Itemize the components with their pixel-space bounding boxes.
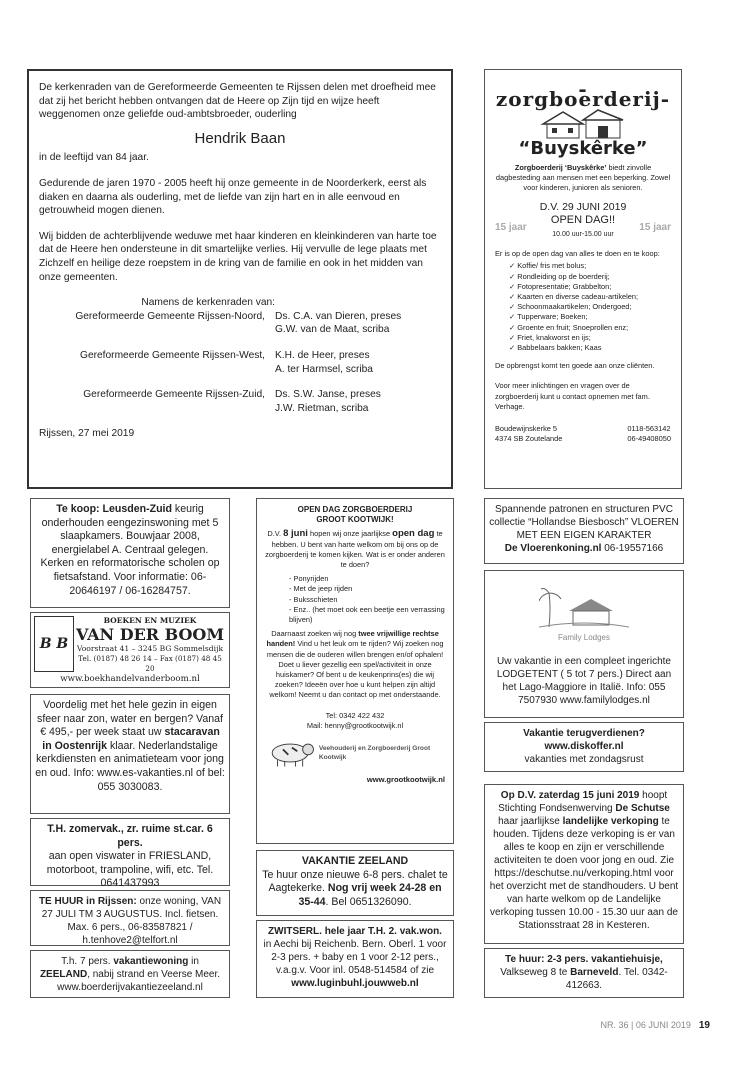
bookshop-ad: B B BOEKEN EN MUZIEK VAN DER BOOM Voorstraat 41 – 3245 BG Sommelsdijk Tel. (0187) 48 26 14 – Fax (0187) 48 45 20 www.boekhandelvanderboom.nl bbox=[30, 612, 230, 688]
family-lodges-ad: Family Lodges Uw vakantie in een compleet ingerichte LODGETENT ( 5 tot 7 pers.) Direct aan het Lago-Maggiore in Italië. Info: 055 7507930 www.familylodges.nl bbox=[484, 570, 684, 718]
anniversary-stamp: 15 jaar bbox=[495, 222, 527, 234]
obituary-paragraph-3: Wij bidden de achterblijvende weduwe met haar kinderen en kleinkinderen van harte toe dat de Heere hen ondersteune in dit smartelijke verlies. Hij vervulle de lege plaats met Zichzelf en heilige deze roepstem in de kring van de familie en ook in het midden van onze gemeenten. bbox=[39, 230, 437, 283]
buyskerke-ad bbox=[484, 69, 682, 489]
open-day-info: D.V. 29 JUNI 2019 15 jaar OPEN DAG!! 10.00 uur-15.00 uur 15 jaar bbox=[495, 201, 671, 239]
buyskerke-contact: Boudewijnskerke 5 4374 SB Zoutelande 0118-563142 06-49408050 bbox=[495, 424, 671, 444]
page-footer bbox=[560, 1020, 710, 1031]
zeeland-house-ad: T.h. 7 pers. vakantiewoning in ZEELAND, nabij strand en Veerse Meer. www.boerderijvakantiezeeland.nl bbox=[30, 950, 230, 998]
buyskerke-info: Voor meer inlichtingen en vragen over de zorgboerderij kunt u contact opnemen met fam. Verhage. bbox=[495, 381, 650, 411]
obituary-age: in de leeftijd van 84 jaar. bbox=[39, 152, 149, 164]
issue-info: NR. 36 | 06 JUNI 2019 bbox=[600, 1020, 691, 1030]
switzerland-ad: ZWITSERL. hele jaar T.H. 2. vak.won. in Aechi bij Reichenb. Bern. Oberl. 1 voor 2-3 pers. + baby en 1 voor 2-12 pers., v.a.g.v. Voor inl. 0548-514584 of zie www.luginbuhl.jouwweb.nl bbox=[256, 920, 454, 998]
diskoffer-ad: Vakantie terugverdienen? www.diskoffer.nl vakanties met zondagsrust bbox=[484, 722, 684, 772]
deceased-name: Hendrik Baan bbox=[194, 129, 286, 147]
barneveld-ad: Te huur: 2-3 pers. vakantiehuisje, Valkseweg 8 te Barneveld. Tel. 0342-412663. bbox=[484, 948, 684, 998]
obituary-paragraph-2: Gedurende de jaren 1970 - 2005 heeft hij onze gemeente in de Noorderkerk, eerst als diaken en daarna als ouderling, met de liefde van zijn hart en in alle eenvoud en getrouwheid mogen dienen. bbox=[39, 177, 427, 217]
signature-west: Gereformeerde Gemeente Rijssen-West, K.H. de Heer, preses A. ter Harmsel, scriba bbox=[80, 349, 373, 375]
page-number: 19 bbox=[698, 1020, 710, 1031]
signature-south: Gereformeerde Gemeente Rijssen-Zuid, Ds. S.W. Janse, preses J.W. Rietman, scriba bbox=[83, 389, 381, 414]
buyskerke-proceeds: De opbrengst komt ten goede aan onze cliënten. bbox=[495, 361, 655, 371]
signature-namens: Namens de kerkenraden van: bbox=[141, 297, 275, 309]
bookshop-logo: B B bbox=[34, 616, 74, 672]
obituary-notice bbox=[27, 69, 453, 489]
lodge-logo: Family Lodges bbox=[489, 575, 679, 655]
rijssen-rental-ad: TE HUUR in Rijssen: onze woning, VAN 27 JULI TM 3 AUGUSTUS. Incl. fietsen. Max. 6 pers., 06-83587821 / h.tenhove2@telfort.nl bbox=[30, 890, 230, 946]
anniversary-stamp: 15 jaar bbox=[639, 222, 671, 234]
farmhouse-icon bbox=[538, 106, 628, 140]
buyskerke-intro: Er is op de open dag van alles te doen en te koop: bbox=[495, 249, 660, 259]
obituary-date: Rijssen, 27 mei 2019 bbox=[39, 428, 135, 440]
vloerenkoning-ad: Spannende patronen en structuren PVC collectie “Hollandse Biesbosch” VLOEREN MET EEN EIGEN KARAKTER De Vloerenkoning.nl 06-19557166 bbox=[484, 498, 684, 564]
buyskerke-description: Zorgboerderij ‘Buyskêrke’ biedt zinvolle dagbesteding aan mensen met een beperking. Zowel voor kinderen, junioren als senioren. bbox=[495, 162, 671, 193]
obituary-intro: De kerkenraden van de Gereformeerde Gemeenten te Rijssen delen met droefheid mee dat zij het bericht hebben ontvangen dat de Heere op Zijn tijd en wijze heeft weggenomen onze geliefde oud-ambtsbroeder, ouderling bbox=[39, 82, 436, 121]
bookshop-website[interactable]: www.boekhandelvanderboom.nl bbox=[60, 674, 200, 684]
stacaravan-ad: Voordelig met het hele gezin in eigen sfeer naar zon, water en bergen? Vanaf € 495,- per week staat uw stacaravan in Oostenrijk klaar. Nederlandstalige kerkdiensten en animatieteam voor jong en oud. Info: www.es-vakanties.nl of bel: 055 3030083. bbox=[30, 694, 230, 814]
buyskerke-logo: -zorgboerderij- bbox=[495, 77, 671, 112]
schutse-ad: Op D.V. zaterdag 15 juni 2019 hoopt Stichting Fondsenwerving De Schutse haar jaarlijkse landelijke verkoping te houden. Tijdens deze verkoping is er van alles te koop en zijn er verschillende activiteiten te doen voor jong en oud. Zie https://deschutse.nu/verkoping.html voor het overzicht met de standhouders. U bent van harte welkom op de Landelijke verkoping tussen 10.00 - 15.30 uur aan de Stationsstraat 28 in Kesteren. bbox=[484, 784, 684, 944]
kootwijk-activities: - Ponyrijden - Met de jeep rijden - Buksschieten - Enz.. (het moet ook een beetje een verrassing blijven) bbox=[289, 574, 445, 625]
kootwijk-website[interactable]: www.grootkootwijk.nl bbox=[366, 775, 445, 785]
buyskerke-list: ✓ Koffie/ fris met bolus; ✓ Rondleiding op de boerderij; ✓ Fotopresentatie; Grabbelton; ✓ Kaarten en diverse cadeau-artikelen; ✓ Schoonmaakartikelen; Ondergoed; ✓ Tupperware; Boeken; ✓ Groente en fruit; Snoeprollen enz; ✓ Friet, knakworst en ijs; ✓ Babbelaars bakken; Kaas bbox=[509, 261, 671, 353]
buyskerke-name: “Buyskêrke” bbox=[518, 138, 648, 160]
signature-north: Gereformeerde Gemeente Rijssen-Noord, Ds. C.A. van Dieren, preses G.W. van de Maat, scriba bbox=[75, 310, 402, 336]
cow-icon: Veehouderij en Zorgboerderij Groot Kootwijk bbox=[265, 737, 445, 769]
leusden-ad: Te koop: Leusden-Zuid keurig onderhouden eengezinswoning met 5 slaapkamers. Bouwjaar 2008, energielabel A. Centraal gelegen. Kerken en reformatorische scholen op fietsafstand. Voor informatie: 06-20646197 / 06-16284757. bbox=[30, 498, 230, 608]
kootwijk-ad: OPEN DAG ZORGBOERDERIJ GROOT KOOTWIJK! D.V. 8 juni hopen wij onze jaarlijkse open dag te hebben. U bent van harte welkom om bij ons op de zorgboerderij te komen kijken. Wat is er onder anderen te doen? - Ponyrijden - Met de jeep rijden - Buksschieten - Enz.. (het moet ook een beetje een verrassing blijven) Daarnaast zoeken wij nog twee vrijwillige rechtse handen! Vind u het leuk om te rijden? Wij zoeken nog mensen die de ouderen willen brengen en/of ophalen! Doet u liever gezellig een spel/activiteit in onze huiskamer? Of bent u de keukenprins(es) die wij zoeken? Ideeën over hoe u kunt helpen zijn altijd welkom! Neemt u dan contact op met onderstaande. Tel: 0342 422 432 Mail: henny@grootkootwijk.nl Veehouderij en Zorgboerderij Groot Kootwijk www.grootkootwijk.nl bbox=[256, 498, 454, 844]
vakantie-zeeland-ad: VAKANTIE ZEELAND Te huur onze nieuwe 6-8 pers. chalet te Aagtekerke. Nog vrij week 24-28 en 35-44. Bel 0651326090. bbox=[256, 850, 454, 916]
friesland-ad: T.H. zomervak., zr. ruime st.car. 6 pers. aan open viswater in FRIESLAND, motorboot, trampoline, wifi, etc. Tel. 0641437993 bbox=[30, 818, 230, 886]
